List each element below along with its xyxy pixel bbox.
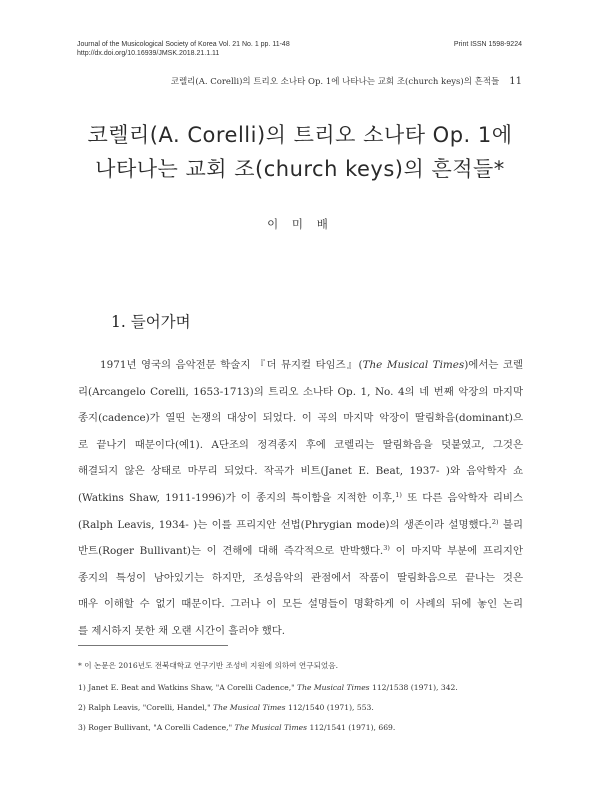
running-title: 코렐리(A. Corelli)의 트리오 소나타 Op. 1에 나타나는 교회 조(church keys)의 흔적들 <box>170 77 500 87</box>
body-line: 반트(Roger Bullivant)는 이 견해에 대해 즉각적으로 반박했다.$^{3)}$ 이 마지막 부분에 프리지안 <box>78 544 523 558</box>
body-line: 1971년 영국의 음악전문 학술지 『더 뮤지컬 타임즈』(The Musical Times)에서는 코렐 <box>100 359 523 371</box>
footnote-star: * 이 논문은 2016년도 전북대학교 연구기반 조성비 지원에 의하여 연구되었음. <box>78 661 338 670</box>
article-title <box>60 118 540 186</box>
author-name: 이 미 배 <box>267 217 333 231</box>
footnote-3: 3) Roger Bullivant, "A Corelli Cadence," The Musical Times 112/1541 (1971), 669. <box>78 723 396 732</box>
body-paragraph <box>78 352 523 645</box>
body-line: 해결되지 않은 상태로 마무리 되었다. 작곡가 비트(Janet E. Beat, 1937- )와 음악학자 쇼 <box>78 465 523 478</box>
body-line: 를 제시하지 못한 채 오랜 시간이 흘러야 했다. <box>78 624 286 637</box>
title-line-2: 나타나는 교회 조(church keys)의 흔적들* <box>95 157 505 181</box>
body-line: 리(Arcangelo Corelli, 1653-1713)의 트리오 소나타 Op. 1, No. 4의 네 번째 악장의 마지막 <box>78 385 523 398</box>
running-header <box>171 75 522 87</box>
footnote-ref-3[interactable]: 3) <box>383 544 390 553</box>
footnote-1: 1) Janet E. Beat and Watkins Shaw, "A Corelli Cadence," The Musical Times 112/1538 (1971), 342. <box>78 683 458 692</box>
body-line: 종지의 특성이 남아있기는 하지만, 조성음악의 관점에서 작품이 딸림화음으로 끝나는 것은 <box>78 571 523 584</box>
journal-line: Journal of the Musicological Society of Korea Vol. 21 No. 1 pp. 11-48 <box>77 41 290 48</box>
doi-link[interactable]: http://dx.doi.org/10.16939/JMSK.2018.21.1.11 <box>77 50 220 57</box>
footnote-divider <box>78 645 228 646</box>
issn: Print ISSN 1598-9224 <box>453 41 522 48</box>
body-line: 종지(cadence)가 열띤 논쟁의 대상이 되었다. 이 곡의 마지막 악장이 딸림화음(dominant)으 <box>78 412 523 425</box>
body-line: (Ralph Leavis, 1934- )는 이를 프리지안 선법(Phrygian mode)의 생존이라 설명했다.$^{2)}$ 불리 <box>78 517 523 531</box>
section-heading: 1. 들어가며 <box>111 313 191 331</box>
body-line: (Watkins Shaw, 1911-1996)가 이 종지의 특이함을 지적한 이후,$^{1)}$ 또 다른 음악학자 리비스 <box>78 490 523 504</box>
title-line-1: 코렐리(A. Corelli)의 트리오 소나타 Op. 1에 <box>87 123 513 147</box>
footnote-ref-2[interactable]: 2) <box>491 517 499 526</box>
page-number: 11 <box>509 76 522 87</box>
body-line: 로 끝나기 때문이다(예1). A단조의 정격종지 후에 코렐리는 딸림화음을 덧붙였고, 그것은 <box>78 438 523 451</box>
journal-header <box>77 40 290 58</box>
body-line: 매우 이해할 수 없기 때문이다. 그러나 이 모든 설명들이 명확하게 이 사례의 뒤에 놓인 논리 <box>78 598 523 611</box>
footnote-ref-1[interactable]: 1) <box>395 490 402 499</box>
journal-title-italic: The Musical Times <box>362 359 465 371</box>
footnote-2: 2) Ralph Leavis, "Corelli, Handel," The Musical Times 112/1540 (1971), 553. <box>78 703 374 712</box>
